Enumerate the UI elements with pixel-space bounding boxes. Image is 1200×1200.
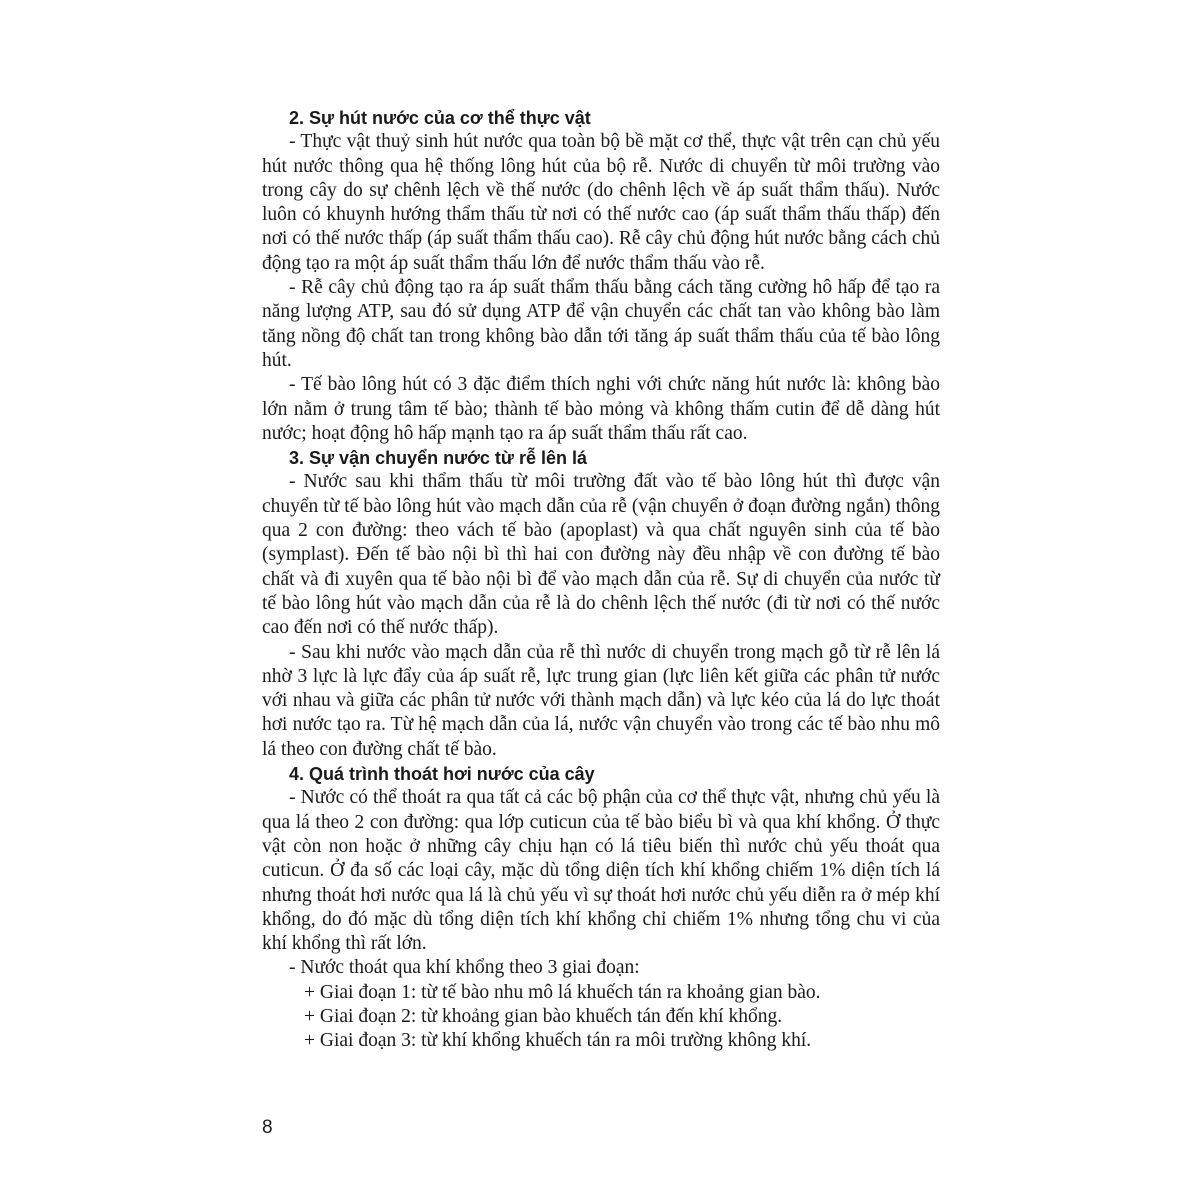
section-4-paragraph-1: - Nước có thể thoát ra qua tất cả các bộ phận của cơ thể thực vật, nhưng chủ yếu là qua lá theo 2 con đường: qua lớp cuticun của tế bào biểu bì và qua khí khổng. Ở thực vật còn non hoặc ở những cây chịu hạn có lá tiêu biến thì nước chủ yếu thoát qua cuticun. Ở đa số các loại cây, mặc dù tổng diện tích khí khổng chiếm 1% diện tích lá nhưng thoát hơi nước qua lá là chủ yếu vì sự thoát hơi nước chủ yếu diễn ra ở mép khí khổng, do đó mặc dù tổng diện tích khí khổng chỉ chiếm 1% nhưng tổng chu vi của khí khổng thì rất lớn. — [262, 787, 940, 955]
section-2-paragraph-3: - Tế bào lông hút có 3 đặc điểm thích nghi với chức năng hút nước là: không bào lớn nằm ở trung tâm tế bào; thành tế bào mỏng và không thấm cutin để dễ dàng hút nước; hoạt động hô hấp mạnh tạo ra áp suất thẩm thấu rất cao. — [262, 374, 940, 444]
section-4-list-intro: - Nước thoát qua khí khổng theo 3 giai đoạn: — [289, 957, 640, 979]
section-3-paragraph-2: - Sau khi nước vào mạch dẫn của rễ thì nước di chuyển trong mạch gỗ từ rễ lên lá nhờ 3 lực là lực đẩy của áp suất rễ, lực trung gian (lực liên kết giữa các phân tử nước với nhau và giữa các phân tử nước với thành mạch dẫn) và lực kéo của lá do lực thoát hơi nước tạo ra. Từ hệ mạch dẫn của lá, nước vận chuyển vào trong các tế bào nhu mô lá theo con đường chất tế bào. — [262, 641, 940, 760]
section-2-heading: 2. Sự hút nước của cơ thể thực vật — [289, 108, 591, 128]
stage-item-1: + Giai đoạn 1: từ tế bào nhu mô lá khuếch tán ra khoảng gian bào. — [304, 981, 821, 1003]
stage-item-3: + Giai đoạn 3: từ khí khổng khuếch tán ra môi trường không khí. — [304, 1030, 812, 1052]
section-2-paragraph-1: - Thực vật thuỷ sinh hút nước qua toàn bộ bề mặt cơ thể, thực vật trên cạn chủ yếu hút nước thông qua hệ thống lông hút của bộ rễ. Nước di chuyển từ môi trường vào trong cây do sự chênh lệch về thế nước (do chênh lệch về áp suất thẩm thấu). Nước luôn có khuynh hướng thẩm thấu từ nơi có thế nước cao (áp suất thẩm thấu thấp) đến nơi có thế nước thấp (áp suất thẩm thấu cao). Rễ cây chủ động hút nước bằng cách chủ động tạo ra một áp suất thẩm thấu lớn để nước thẩm thấu vào rễ. — [262, 131, 940, 274]
section-2-paragraph-2: - Rễ cây chủ động tạo ra áp suất thẩm thấu bằng cách tăng cường hô hấp để tạo ra năng lượng ATP, sau đó sử dụng ATP để vận chuyển các chất tan vào không bào làm tăng nồng độ chất tan trong không bào dẫn tới tăng áp suất thẩm thấu của tế bào lông hút. — [262, 277, 940, 371]
section-4-heading: 4. Quá trình thoát hơi nước của cây — [289, 764, 595, 785]
stage-item-2: + Giai đoạn 2: từ khoảng gian bào khuếch tán đến khí khổng. — [304, 1005, 783, 1027]
section-3-paragraph-1: - Nước sau khi thẩm thấu từ môi trường đất vào tế bào lông hút thì được vận chuyển từ tế bào lông hút vào mạch dẫn của rễ (vận chuyển ở đoạn đường ngắn) thông qua 2 con đường: theo vách tế bào (apoplast) và qua chất nguyên sinh của tế bào (symplast). Đến tế bào nội bì thì hai con đường này đều nhập về con đường tế bào chất và đi xuyên qua tế bào nội bì để vào mạch dẫn của rễ. Sự di chuyển của nước từ tế bào lông hút vào mạch dẫn của rễ là do chênh lệch thế nước (đi từ nơi có thế nước cao đến nơi có thế nước thấp). — [262, 471, 940, 639]
section-3-heading: 3. Sự vận chuyển nước từ rễ lên lá — [289, 448, 587, 469]
page-text-block — [262, 106, 940, 1054]
page-number: 8 — [262, 1117, 273, 1138]
